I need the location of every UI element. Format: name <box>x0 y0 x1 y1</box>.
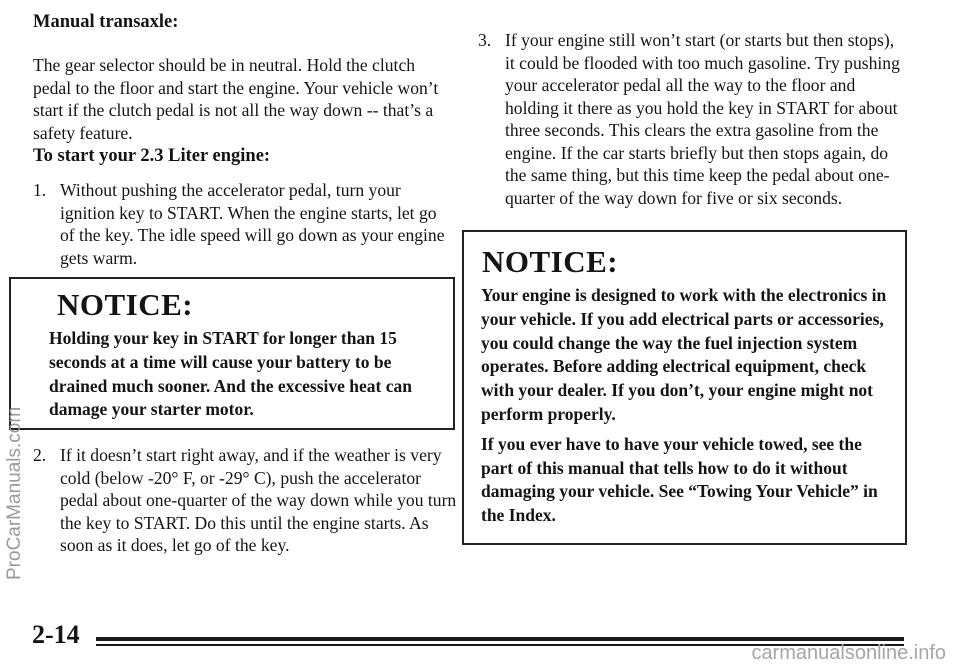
step-2 <box>33 444 460 557</box>
page-number: 2-14 <box>32 620 80 649</box>
notice-paragraph-towing: If you ever have to have your vehicle towed, see the part of this manual that tells how to do it without damaging your vehicle. See “Towing Your Vehicle” in the Index. <box>481 433 878 526</box>
step-1-text: Without pushing the accelerator pedal, turn your ignition key to START. When the engine starts, let go of the key. The idle speed will go down as your engine gets warm. <box>60 180 445 268</box>
transaxle-heading: Manual transaxle: <box>33 12 179 32</box>
notice-text: Holding your key in START for longer than 15 seconds at a time will cause your battery to be drained much sooner. And the excessive heat can damage your starter motor. <box>49 328 412 420</box>
step-3-text: If your engine still won’t start (or starts but then stops), it could be flooded with too much gasoline. Try pushing your accelerator pedal all the way to the floor and holding it there as you hold the key in START for about three seconds. This clears the extra gasoline from the engine. If the car starts briefly but then stops again, do the same thing, but this time keep the pedal about one-quarter of the way down for five or six seconds. <box>505 30 900 208</box>
step-2-number: 2. <box>33 445 47 465</box>
step-1-number: 1. <box>33 180 47 200</box>
notice-title: NOTICE: <box>482 244 619 279</box>
watermark: ProCarManuals.com <box>4 406 25 580</box>
transaxle-paragraph: The gear selector should be in neutral. Hold the clutch pedal to the floor and start the engine. Your vehicle won’t start if the clutch pedal is not all the way down -- that’s a safety feature. <box>33 55 439 143</box>
notice-box-electronics <box>462 230 907 545</box>
step-1 <box>33 179 450 269</box>
step-3-number: 3. <box>478 30 492 50</box>
start-engine-heading: To start your 2.3 Liter engine: <box>33 146 271 166</box>
footer-site: carmanualsonline.info <box>751 642 946 664</box>
step-2-text: If it doesn’t start right away, and if the weather is very cold (below -20° F, or -29° C), push the accelerator pedal about one-quarter of the way down while you turn the key to START. Do this until the engine starts. As soon as it does, let go of the key. <box>60 445 457 555</box>
footer-rule <box>96 637 904 641</box>
notice-title: NOTICE: <box>57 287 194 322</box>
notice-paragraph-electronics: Your engine is designed to work with the electronics in your vehicle. If you add electrical parts or accessories, you could change the way the fuel injection system operates. Before adding electrical equipment, check with your dealer. If you don’t, your engine might not perform properly. <box>481 285 887 424</box>
notice-box-battery <box>9 277 455 430</box>
notice-text <box>481 284 887 534</box>
step-3 <box>478 29 907 209</box>
